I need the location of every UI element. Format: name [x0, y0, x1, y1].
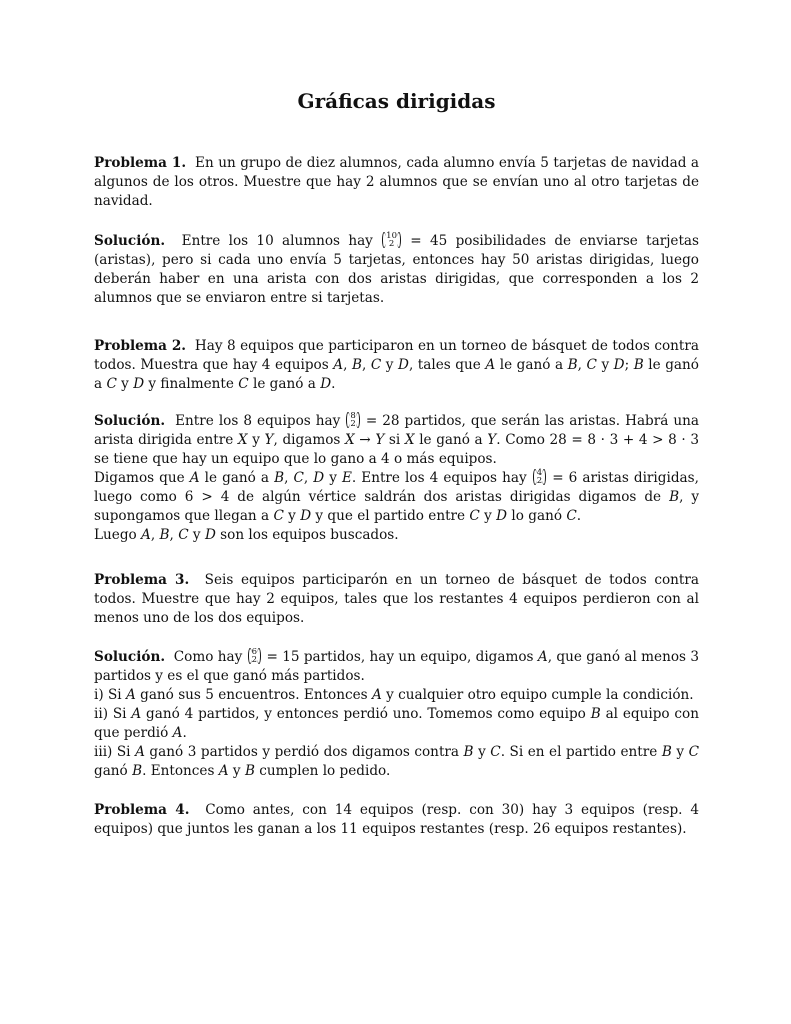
- math-var: D: [133, 376, 145, 392]
- math-var: A: [485, 357, 496, 373]
- solution-3-text: , que ganó al menos 3 partidos y es el que ganó más partidos.: [94, 649, 699, 684]
- punct: ,: [361, 357, 367, 373]
- solution-1-label: Solución.: [94, 233, 166, 249]
- math-var: A: [189, 470, 200, 486]
- solution-2-text: lo ganó: [511, 508, 563, 524]
- math-var: D: [204, 527, 216, 543]
- problem-2-text: y finalmente: [148, 376, 234, 392]
- case-text: cumplen lo pedido.: [259, 763, 391, 779]
- problem-2-text: , tales que: [408, 357, 481, 373]
- math-var: A: [371, 687, 382, 703]
- math-var: C: [178, 527, 189, 543]
- binomial-coefficient: [346, 412, 359, 428]
- math-var: Y: [264, 432, 274, 448]
- conj: y: [232, 763, 241, 779]
- problem-1-label: Problema 1.: [94, 155, 187, 171]
- case-text: iii) Si: [94, 744, 131, 760]
- math-var: D: [613, 357, 625, 373]
- binom-bottom: 2: [350, 418, 356, 429]
- math-var: B: [159, 527, 170, 543]
- problem-3-label: Problema 3.: [94, 572, 190, 588]
- math-var: C: [490, 744, 501, 760]
- punct: ;: [624, 357, 630, 373]
- math-arrow: X → Y: [345, 432, 385, 448]
- problem-4-text: Como antes, con 14 equipos (resp. con 30) hay 3 equipos (resp. 4 equipos) que juntos les ganan a los 11 equipos restantes (resp. 26 equipos restantes).: [94, 802, 699, 837]
- solution-1-text: Entre los 10 alumnos hay: [181, 233, 373, 249]
- math-var: C: [293, 470, 304, 486]
- binomial-coefficient: [248, 648, 261, 664]
- math-var: B: [274, 470, 285, 486]
- conj: y: [484, 508, 492, 524]
- case-text: ganó: [94, 763, 128, 779]
- math-var: D: [313, 470, 325, 486]
- binom-bottom: 2: [536, 475, 543, 486]
- punct: ,: [577, 357, 582, 373]
- math-var: A: [172, 725, 183, 741]
- math-var: X: [237, 432, 248, 448]
- case-text: . Entonces: [142, 763, 215, 779]
- math-var: C: [238, 376, 249, 392]
- case-text: ganó sus 5 encuentros. Entonces: [140, 687, 368, 703]
- math-var: Y: [487, 432, 497, 448]
- solution-3-case-i: [94, 686, 699, 705]
- punct: ,: [343, 357, 348, 373]
- solution-2-text: Entre los 8 equipos hay: [175, 413, 341, 429]
- problem-2-text: Hay 8 equipos que participaron en un torneo de básquet de todos contra todos. Muestra que hay 4 equipos: [94, 338, 699, 373]
- solution-2-text: y que el partido entre: [315, 508, 466, 524]
- solution-2-text: si: [388, 432, 401, 448]
- solution-3: [94, 648, 699, 781]
- math-var: B: [351, 357, 362, 373]
- math-var: E: [341, 470, 352, 486]
- math-var: D: [496, 508, 508, 524]
- problem-4-label: Problema 4.: [94, 802, 190, 818]
- problem-4: [94, 801, 699, 839]
- math-var: A: [125, 687, 136, 703]
- binomial-coefficient: [382, 232, 401, 248]
- math-var: A: [141, 527, 151, 543]
- conj: y: [121, 376, 129, 392]
- solution-2-para-3: Luego A, B, C y D son los equipos buscados.: [94, 527, 399, 543]
- solution-2-text: Luego: [94, 527, 137, 543]
- problem-2-text: le ganó a: [252, 376, 316, 392]
- solution-2-text: son los equipos buscados.: [220, 527, 399, 543]
- page-title: Gráficas dirigidas: [297, 89, 496, 113]
- solution-2-text: , digamos: [273, 432, 341, 448]
- case-text: al equipo con que perdió: [94, 706, 699, 741]
- case-text: ii) Si: [94, 706, 127, 722]
- binomial-coefficient: [533, 469, 546, 485]
- problem-3: [94, 571, 699, 628]
- math-var: B: [669, 489, 680, 505]
- solution-2-text: le ganó a: [419, 432, 483, 448]
- solution-2: [94, 412, 699, 545]
- case-text: y cualquier otro equipo cumple la condición.: [386, 687, 694, 703]
- math-var: B: [567, 357, 578, 373]
- math-var: B: [661, 744, 672, 760]
- solution-3-text: Como hay: [173, 649, 243, 665]
- math-var: A: [131, 706, 142, 722]
- math-var: B: [590, 706, 601, 722]
- conj: y: [676, 744, 685, 760]
- math-var: D: [320, 376, 332, 392]
- solution-3-case-ii: ii) Si A ganó 4 partidos, y entonces perdió uno. Tomemos como equipo B al equipo con que perdió A.: [94, 706, 699, 741]
- problem-2-text: le ganó a: [94, 357, 699, 392]
- case-text: ganó 4 partidos, y entonces perdió uno. Tomemos como equipo: [146, 706, 586, 722]
- case-text: . Si en el partido entre: [500, 744, 658, 760]
- solution-2-text: , y supongamos que llegan a: [94, 489, 700, 524]
- solution-2-label: Solución.: [94, 413, 166, 429]
- math-var: C: [370, 357, 382, 373]
- math-var: C: [566, 508, 577, 524]
- math-var: D: [398, 357, 409, 373]
- binom-bottom: 2: [251, 654, 258, 665]
- math-var: C: [106, 376, 117, 392]
- case-text: ganó 3 partidos y perdió dos digamos contra: [149, 744, 460, 760]
- conj: y: [252, 432, 260, 448]
- problem-1-text: En un grupo de diez alumnos, cada alumno envía 5 tarjetas de navidad a algunos de los otros. Muestre que hay 2 alumnos que se envían uno al otro tarjetas de navidad.: [94, 155, 699, 209]
- punct: .: [331, 376, 336, 392]
- solution-3-label: Solución.: [94, 649, 166, 665]
- problem-2-label: Problema 2.: [94, 338, 187, 354]
- math-var: A: [537, 649, 548, 665]
- solution-2-text: = 28 partidos, que serán las aristas. Habrá una arista dirigida entre: [94, 413, 699, 448]
- binom-top: 8: [350, 410, 356, 421]
- math-var: A: [218, 763, 229, 779]
- math-var: B: [633, 357, 644, 373]
- solution-2-text: . Entre los 4 equipos hay: [351, 470, 527, 486]
- binom-bottom: 2: [388, 238, 395, 249]
- math-var: B: [132, 763, 143, 779]
- problem-2: [94, 337, 699, 394]
- conj: y: [329, 470, 337, 486]
- binom-top: 4: [536, 467, 543, 478]
- math-var: C: [688, 744, 699, 760]
- math-var: C: [586, 357, 597, 373]
- math-var: C: [273, 508, 284, 524]
- solution-2-text: . Como 28 = 8 · 3 + 4 > 8 · 3 se tiene que hay un equipo que lo gano a 4 o más equipos.: [94, 432, 700, 467]
- conj: y: [478, 744, 486, 760]
- problem-3-text: Seis equipos participarón en un torneo de básquet de todos contra todos. Muestre que hay 2 equipos, tales que los restantes 4 equipos perdieron con al menos uno de los dos equipos.: [94, 572, 699, 626]
- solution-2-text: le ganó a: [204, 470, 269, 486]
- binom-top: 10: [386, 230, 397, 241]
- solution-3-text: = 15 partidos, hay un equipo, digamos: [266, 649, 534, 665]
- solution-2-para-1: [94, 412, 699, 469]
- conj: y: [601, 357, 610, 373]
- math-var: X: [404, 432, 415, 448]
- conj: y: [385, 357, 394, 373]
- case-text: i) Si: [94, 687, 122, 703]
- math-var: A: [333, 357, 344, 373]
- solution-2-text: = 6 aristas dirigidas, luego como 6 > 4 de algún vértice saldrán dos aristas dirigidas digamos de: [94, 470, 699, 505]
- math-var: C: [469, 508, 480, 524]
- conj: y: [192, 527, 201, 543]
- math-var: D: [300, 508, 312, 524]
- math-var: A: [135, 744, 145, 760]
- solution-2-text: Digamos que: [94, 470, 185, 486]
- math-var: B: [244, 763, 255, 779]
- solution-3-para-1: [94, 648, 699, 686]
- problem-1: [94, 154, 699, 211]
- solution-3-case-iii: [94, 743, 699, 781]
- math-var: B: [463, 744, 474, 760]
- solution-2-para-2: Digamos que A le ganó a B, C, D y E. Entre los 4 equipos hay 4 2 = 6 aristas dirigidas, luego como 6 > 4 de algún vértice saldrán dos aristas dirigidas digamos de B, y supongamos que llegan a C y D y que el partido entre C y D lo ganó C.: [94, 467, 700, 524]
- problem-2-text: le ganó a: [499, 357, 564, 373]
- conj: y: [288, 508, 296, 524]
- binom-top: 6: [251, 646, 258, 657]
- solution-1-text: = 45 posibilidades de enviarse tarjetas (aristas), pero si cada uno envía 5 tarjetas, entonces hay 50 aristas dirigidas, luego deberán haber en una arista con dos aristas dirigidas, que corresponden a los 2 alumnos que se enviaron entre si tarjetas.: [94, 233, 699, 306]
- solution-1: [94, 232, 699, 308]
